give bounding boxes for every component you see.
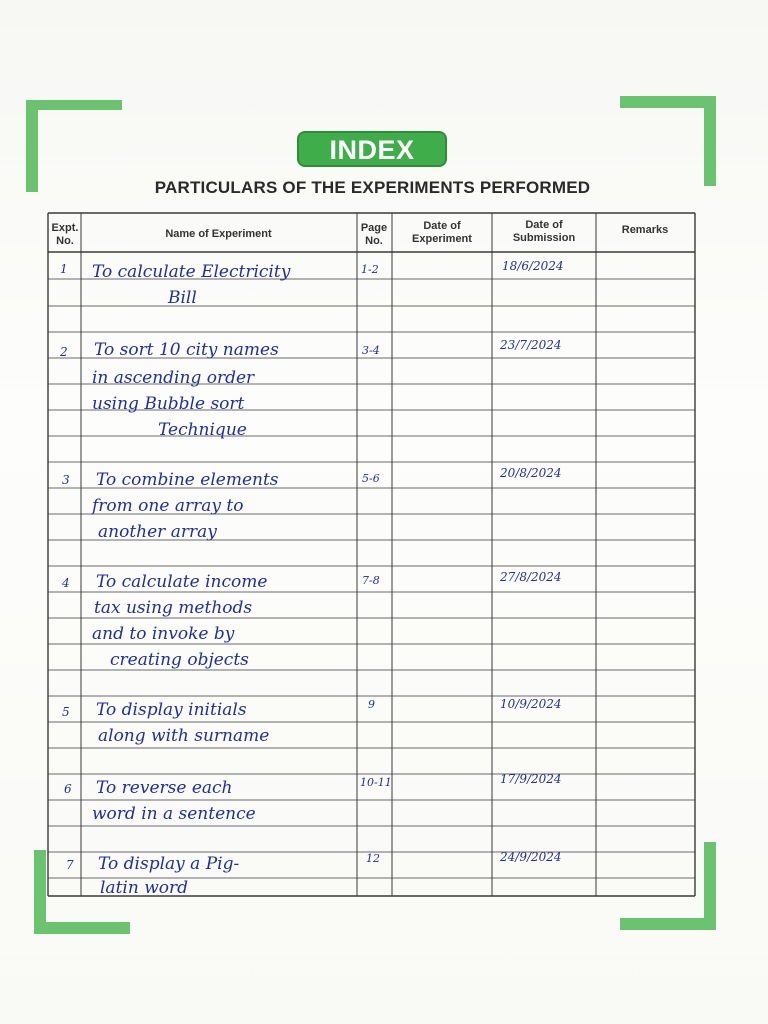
- header-date-submission-line-2: Submission: [512, 232, 576, 244]
- header-date-of-experiment: [393, 220, 491, 246]
- row-2-name-line-1: To sort 10 city names: [94, 340, 279, 360]
- row-3-name-line-1: To combine elements: [96, 470, 279, 490]
- row-6-date-submission: 17/9/2024: [500, 772, 562, 786]
- row-4-expt-no: 4: [62, 576, 70, 590]
- row-7-page-no: 12: [366, 852, 380, 865]
- row-3-expt-no: 3: [62, 473, 70, 487]
- row-1-name-line-2: Bill: [168, 288, 197, 308]
- row-7-date-submission: 24/9/2024: [500, 850, 562, 864]
- row-7-expt-no: 7: [66, 858, 74, 872]
- header-date-submission-line-1: Date of: [525, 219, 563, 231]
- row-2-name-line-2: in ascending order: [92, 368, 255, 388]
- row-5-date-submission: 10/9/2024: [500, 697, 562, 711]
- row-6-name-line-2: word in a sentence: [92, 804, 256, 824]
- row-4-name-line-2: tax using methods: [94, 598, 253, 618]
- row-6-name-line-1: To reverse each: [96, 778, 233, 798]
- row-1-expt-no: 1: [60, 262, 68, 276]
- header-date-experiment-line-2: Experiment: [412, 233, 472, 245]
- header-page-no-line-2: No.: [365, 235, 383, 247]
- row-4-name-line-4: creating objects: [110, 650, 249, 670]
- row-7-name-line-1: To display a Pig-: [98, 854, 240, 874]
- row-2-expt-no: 2: [60, 345, 68, 359]
- row-4-name-line-3: and to invoke by: [92, 624, 235, 644]
- row-5-name-line-2: along with surname: [98, 726, 270, 746]
- header-expt-no-line-2: No.: [56, 235, 74, 247]
- page-subtitle: PARTICULARS OF THE EXPERIMENTS PERFORMED: [154, 178, 591, 197]
- row-2-page-no: 3-4: [362, 344, 380, 357]
- header-date-of-submission: [493, 219, 595, 245]
- row-2-name-line-4: Technique: [158, 420, 247, 440]
- header-expt-no-line-1: Expt.: [51, 222, 79, 234]
- row-6-page-no: 10-11: [360, 776, 392, 789]
- header-name-of-experiment: Name of Experiment: [165, 228, 272, 240]
- row-3-date-submission: 20/8/2024: [500, 466, 562, 480]
- row-3-name-line-3: another array: [98, 522, 217, 542]
- header-expt-no: [50, 222, 80, 248]
- row-4-date-submission: 27/8/2024: [500, 570, 562, 584]
- header-page-no: [357, 222, 391, 248]
- row-4-page-no: 7-8: [362, 574, 380, 587]
- row-3-page-no: 5-6: [362, 472, 380, 485]
- row-5-name-line-1: To display initials: [96, 700, 247, 720]
- row-6-expt-no: 6: [64, 782, 72, 796]
- row-4-name-line-1: To calculate income: [96, 572, 268, 592]
- row-1-page-no: 1-2: [361, 263, 379, 276]
- row-3-name-line-2: from one array to: [92, 496, 244, 516]
- row-1-name-line-1: To calculate Electricity: [92, 262, 291, 282]
- row-5-page-no: 9: [368, 698, 375, 711]
- header-page-no-line-1: Page: [360, 222, 388, 234]
- row-2-date-submission: 23/7/2024: [500, 338, 562, 352]
- row-2-name-line-3: using Bubble sort: [92, 394, 245, 414]
- header-remarks: Remarks: [621, 224, 669, 236]
- row-5-expt-no: 5: [62, 705, 70, 719]
- header-date-experiment-line-1: Date of: [423, 220, 461, 232]
- index-title: INDEX: [297, 131, 447, 167]
- row-7-name-line-2: latin word: [100, 878, 188, 898]
- row-1-date-submission: 18/6/2024: [502, 259, 564, 273]
